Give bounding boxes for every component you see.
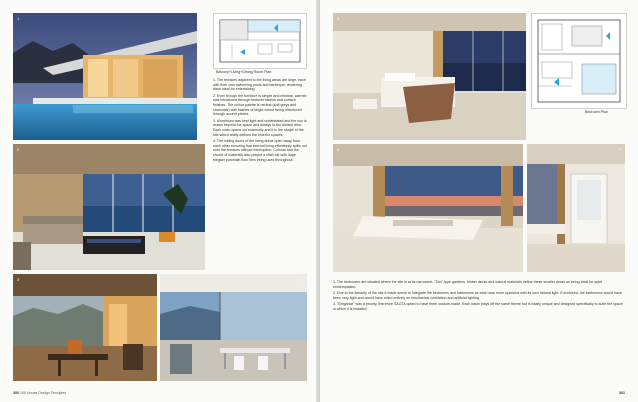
photo-number: 4 <box>300 277 303 282</box>
right-page-number: 301 <box>619 391 625 395</box>
caption-paragraph: 1. The terraces adjacent to the living areas are large, each with their own swimming pools and barbeque, rendering them ideal for entertaining. <box>213 78 306 92</box>
right-folio <box>619 391 625 395</box>
right-captions <box>333 280 625 314</box>
bedroom-plan-label: Bedroom Plan <box>585 110 608 114</box>
left-captions <box>213 78 307 164</box>
bedroom-plan-drawing <box>532 14 626 108</box>
running-title: 100 House Design Principles <box>20 391 67 395</box>
left-page-number: 300 <box>13 391 19 395</box>
caption-paragraph: 4. The sliding doors of the living areas open away from each other ensuring that internal living effortlessly spills out onto the terraces without interruption. Colours and the choice of materials also played a vital role with large elegant porcelain floor tiles being used throughout. <box>213 139 307 162</box>
exterior-dusk-image <box>13 13 197 140</box>
floor-plan-living <box>213 13 307 69</box>
photo-exterior-dusk <box>13 13 197 140</box>
photo-number: 7 <box>618 147 621 152</box>
bathroom-basin-image <box>527 144 625 272</box>
photo-living-room <box>13 144 205 270</box>
floor-plan-bedroom <box>531 13 627 109</box>
bedroom-image <box>333 13 526 140</box>
open-bathroom-image <box>333 144 523 272</box>
photo-number: 2 <box>17 147 20 152</box>
living-plan-drawing <box>214 14 306 68</box>
photo-bedroom <box>333 13 526 140</box>
caption-paragraph: 3. "Elegance" was a priority, therefore SAOTA opted to have them custom-made. Each basin plays off the same theme but is totally unique and designed specifically to suite the space in which it is installed. <box>333 302 623 311</box>
caption-paragraph: 2. Even though the furniture is simple and minimal, warmth was introduced through textured fabrics and surface finishes. The colour palette is neutral (soft greys and charcoals) with flashes of bright colour being introduced through accent pieces. <box>213 93 307 117</box>
dining-terrace-image <box>13 274 157 381</box>
photo-dining-terrace <box>13 274 157 381</box>
right-page <box>320 0 638 402</box>
caption-paragraph: 3. Aluminium was kept light and understated and the sun is drawn beyond the space and always to the distant view. Each room opens out externally and it is the shape of the site which really defines the exterior spaces. <box>213 118 307 137</box>
photo-open-bathroom <box>333 144 523 272</box>
living-room-image <box>13 144 205 270</box>
photo-open-terrace <box>160 274 307 381</box>
photo-number: 1 <box>17 16 20 21</box>
photo-bathroom-basin <box>527 144 625 272</box>
living-plan-label: Balcony+Living+Dining Room Plan <box>216 70 272 74</box>
photo-number: 5 <box>337 16 340 21</box>
caption-paragraph: 2. Due to the linearity of the site it made sense to integrate the bedrooms and bathrooms as each was more spacious with its own natural light. If enclosed, the bathrooms would have been very tight and would have relied entirely on mechanical ventilation and artificial lighting. <box>333 291 622 300</box>
photo-number: 6 <box>337 147 340 152</box>
caption-paragraph: 1. The bedrooms are situated where the site is at its narrowest. "Zen"-type gardens, timber decks and natural materials define these smaller areas as being ideal for quiet contemplation. <box>333 280 603 289</box>
left-page <box>0 0 318 402</box>
open-terrace-image <box>160 274 307 381</box>
photo-number: 3 <box>17 277 20 282</box>
left-folio <box>13 391 66 395</box>
